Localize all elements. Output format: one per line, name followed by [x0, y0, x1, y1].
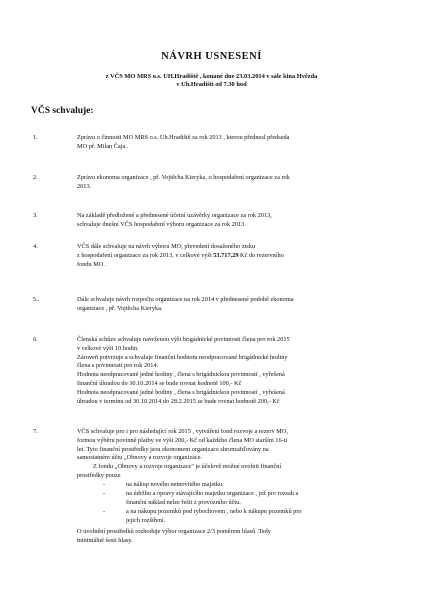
- item-line: VČS schvaluje pro i pro následující rok 2015 , vytváření fond rozvoje a rezerv MO,: [77, 428, 288, 435]
- item-number: 7.: [33, 428, 38, 435]
- item-number: 1.: [33, 134, 38, 141]
- amount-value: 53.717,29: [213, 251, 239, 259]
- item-line: VČS dále schvaluje na návrh výboru MO, převedení dosaženého zisku: [77, 243, 256, 250]
- bullet-line: na údržbu a opravy stávajícího majetku organizace , jež pro rozsah a: [126, 490, 299, 497]
- closing-line: O uvolnění prostředků rozhoduje výbor organizace 2/3 poměrem hlasů .Tedy: [77, 528, 271, 535]
- list-item: [77, 174, 393, 192]
- item-line: Zprávu o činnosti MO MRS o.s. Uh.Hradiště za rok 2013 , kterou přednesl předseda: [77, 134, 290, 141]
- list-item: [77, 134, 393, 152]
- item-number: 5..: [33, 296, 40, 303]
- list-item: [77, 243, 393, 269]
- bullet-text: [126, 481, 388, 490]
- item-line: organizace , př. Vojtěcha Kieryka.: [77, 304, 163, 312]
- item-line: [77, 252, 393, 261]
- closing-text: [77, 528, 393, 546]
- item-line: Na základě předložené a přednesené účetní uzávěrky organizace za rok 2013,: [77, 212, 272, 219]
- item-number: 2.: [33, 174, 38, 181]
- document-title: NÁVRH USNESENÍ: [161, 51, 262, 62]
- item-line: úhradou v termínu od 30.10.2014 do 28.2.2015 se bude rovnat hodnotě 200,- Kč: [77, 397, 280, 405]
- item-line: člena s povinností pro rok 2014.: [77, 362, 159, 370]
- bullet-line: a na nákupu pozemků pod rybochovem , nebo k nákupu pozemků pro: [126, 508, 302, 515]
- bullet-dash: -: [103, 481, 106, 488]
- item-line: v celkové výši 10 hodin.: [77, 344, 139, 352]
- amount-suffix: Kč do rezervního: [238, 251, 284, 259]
- bullet-line: jejich rozšíření.: [126, 516, 166, 524]
- item-number: 6.: [33, 336, 38, 343]
- item-number: 3.: [33, 212, 38, 219]
- item-line: Hodnota neodpracované jedné hodiny , člena s brigádnickou povinností , vyřešená: [77, 388, 285, 396]
- list-item: [77, 428, 393, 463]
- bullet-text: [126, 508, 388, 526]
- item-line: fondu MO .: [77, 260, 107, 268]
- item-line: MO př. Milan Čaja .: [77, 142, 129, 150]
- closing-line: minimálně šesti hlasy.: [77, 536, 133, 544]
- item-line: 2013.: [77, 182, 92, 190]
- list-item: [77, 296, 393, 314]
- item-line: finanční úhradou do 30.10.2014 se bude rovnat hodnotě 100,- Kč: [77, 379, 242, 387]
- bullet-dash: -: [103, 508, 106, 515]
- subtitle-line-1: z VČS MO MRS o.s. UH.Hradiště , konané dne 23.03.2014 v sále kina Hvězda: [105, 73, 318, 80]
- item-line: formou výběru povinné platby ve výši 200,- Kč od každého člena MO starším 16-ti: [77, 436, 288, 444]
- fund-line: prostředky pouze: [77, 472, 121, 479]
- list-item: [77, 336, 393, 406]
- item-line: let. Tyto finanční prostředky jsou ekonomem organizace shromažďovány na: [77, 445, 269, 453]
- bullet-text: [126, 490, 388, 508]
- item-line: Dále schvaluje návrh rozpočtu organizace na rok 2014 v přednesené podobě ekonoma: [77, 296, 294, 303]
- list-item: [77, 212, 393, 230]
- item-number: 4.: [33, 243, 38, 250]
- item-line: samostatném účtu „Obnovy a rozvoje organizace.: [77, 454, 203, 462]
- item-line: Členská schůze schvaluje navrženou výši brigádnické povinnosti člena pro rok 2015: [77, 336, 290, 343]
- bullet-line: finanční náklad nelze řešit z provozního účtu.: [126, 498, 241, 506]
- item-line: Zároveň potvrzuje a schvaluje finanční hodnotu neodpracované brigádnické hodiny: [77, 353, 288, 361]
- section-heading: VČS schvaluje:: [31, 106, 94, 116]
- subtitle-line-2: v Uh.Hradišti od 7.30 hod: [176, 81, 247, 89]
- item-line-text: z hospodaření organizace za rok 2013, v celkové výši: [77, 251, 212, 259]
- document-subtitle: [0, 73, 423, 90]
- bullet-dash: -: [103, 490, 106, 497]
- item-line: Hodnota neodpracované jedné hodiny , člena s brigádnickou povinností , vyřešená: [77, 371, 285, 379]
- item-line: Zprávu ekonoma organizace , př. Vojtěcha Kieryka, o hospodaření organizace za rok: [77, 174, 290, 181]
- fund-line: Z fondu „Obnovy a rozvoje organizace" je účelově možné uvolnit finanční: [93, 463, 282, 470]
- bullet-line: na nákup nového nemovitého majetku.: [126, 481, 224, 488]
- item-line: schvaluje dnešní VČS hospodaření výboru organizace za rok 2013.: [77, 220, 246, 228]
